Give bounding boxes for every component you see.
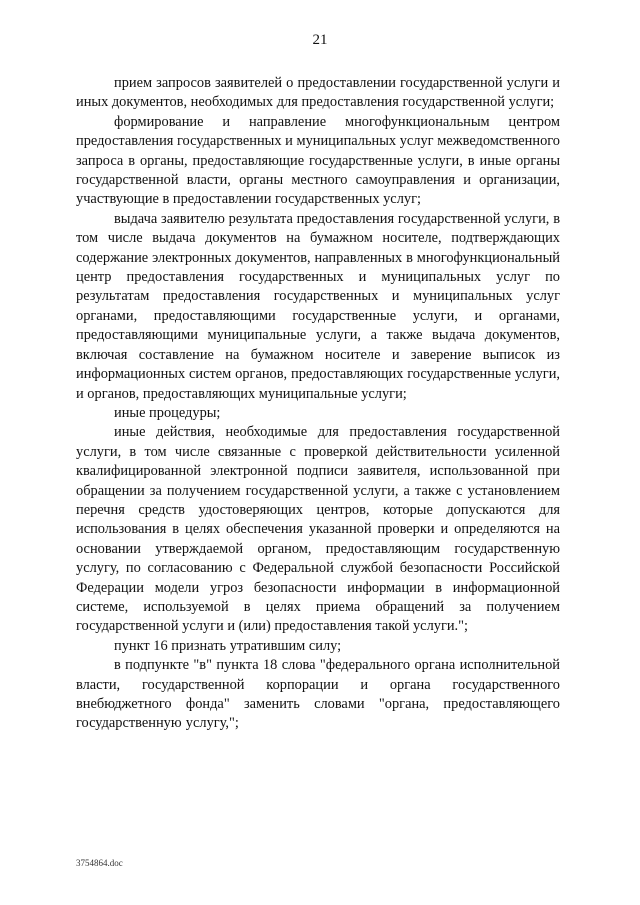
paragraph-issue-result: выдача заявителю результата предоставления государственной услуги, в том числе выдача документов на бумажном носителе, подтверждающих содержание электронных документов, направленных в многофункциональный центр предоставления государственных и муниципальных услуг по результатам предоставления государственных и муниципальных услуг органами, предоставляющими государственные услуги, и органами, предоставляющими муниципальные услуги, а также выдача документов, включая составление на бумажном носителе и заверение выписок из информационных систем органов, предоставляющих государственные услуги, и органов, предоставляющих муниципальные услуги;	[76, 210, 560, 402]
paragraph-interagency-request: формирование и направление многофункциональным центром предоставления государственных и муниципальных услуг межведомственного запроса в органы, предоставляющие государственные услуги, в иные органы государственной власти, органы местного самоуправления и организации, участвующие в предоставлении государственных услуг;	[76, 113, 560, 208]
paragraph-other-procedures: иные процедуры;	[114, 404, 221, 421]
page-number: 21	[312, 32, 328, 48]
footer-file-code: 3754864.doc	[76, 858, 123, 868]
paragraph-other-actions: иные действия, необходимые для предоставления государственной услуги, в том числе связанные с проверкой действительности усиленной квалифицированной электронной подписи заявителя, использованной при обращении за получением государственной услуги, а также с установлением перечня средств удостоверяющих центров, которые допускаются для использования в целях обеспечения указанной проверки и определяются на основании утверждаемой органом, предоставляющим государственную услугу, по согласованию с Федеральной службой безопасности Российской Федерации модели угроз безопасности информации в информационной системе, используемой в целях приема обращений за получением государственной услуги и (или) предоставления такой услуги.";	[76, 424, 560, 635]
paragraph-receive-requests: прием запросов заявителей о предоставлении государственной услуги и иных документов, необходимых для предоставления государственной услуги;	[76, 75, 560, 111]
paragraph-item-18: в подпункте "в" пункта 18 слова "федерального органа исполнительной власти, государственной корпорации и органа государственного внебюджетного фонда" заменить словами "органа, предоставляющего государственную услугу,";	[76, 657, 560, 732]
paragraph-item-16: пункт 16 признать утратившим силу;	[114, 637, 342, 654]
document-body	[76, 74, 560, 734]
